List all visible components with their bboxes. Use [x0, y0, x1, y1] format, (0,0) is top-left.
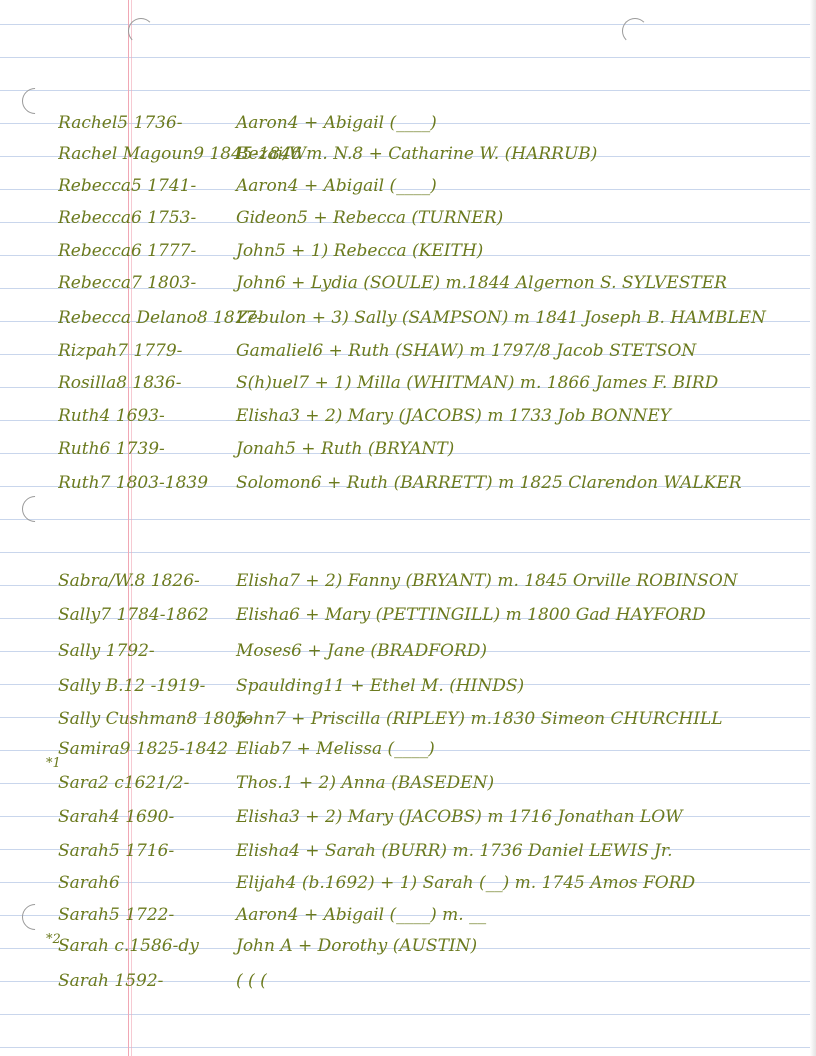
entry-parents: Bezai/Wm. N.8 + Catharine W. (HARRUB): [236, 144, 598, 164]
entry-name: Sarah4 1690-: [58, 807, 175, 827]
footnote-mark: *2: [46, 932, 61, 947]
entry-parents: John6 + Lydia (SOULE) m.1844 Algernon S. SYLVESTER: [236, 273, 727, 293]
entry-name: Sarah5 1716-: [58, 841, 175, 861]
entry-parents: Moses6 + Jane (BRADFORD): [236, 641, 488, 661]
list-item: [58, 175, 798, 197]
entry-name: Sally Cushman8 1805-: [58, 709, 252, 729]
list-item: [58, 806, 798, 828]
entry-name: Rebecca6 1777-: [58, 241, 197, 261]
entry-parents: Gideon5 + Rebecca (TURNER): [236, 208, 504, 228]
entry-name: Rebecca6 1753-: [58, 208, 197, 228]
list-item: [58, 340, 798, 362]
entry-name: Sara2 c1621/2-: [58, 773, 190, 793]
list-item: [58, 708, 798, 730]
entry-name: Rachel Magoun9 1845-1846: [58, 144, 302, 164]
entry-parents: ( ( (: [236, 971, 267, 991]
entry-parents: Aaron4 + Abigail (____): [236, 113, 437, 133]
entry-parents: Aaron4 + Abigail (____) m. __: [236, 905, 487, 925]
entry-name: Samira9 1825-1842: [58, 739, 229, 759]
entry-name: Sally 1792-: [58, 641, 155, 661]
entry-parents: Elisha6 + Mary (PETTINGILL) m 1800 Gad HAYFORD: [236, 605, 706, 625]
entry-name: Sarah 1592-: [58, 971, 164, 991]
entry-parents: Zebulon + 3) Sally (SAMPSON) m 1841 Joseph B. HAMBLEN: [236, 308, 766, 328]
footnote-mark: *1: [46, 756, 61, 771]
list-item: [58, 307, 798, 329]
list-item: [58, 772, 798, 794]
entry-name: Rebecca7 1803-: [58, 273, 197, 293]
entry-parents: Gamaliel6 + Ruth (SHAW) m 1797/8 Jacob STETSON: [236, 341, 697, 361]
entry-parents: Elisha7 + 2) Fanny (BRYANT) m. 1845 Orville ROBINSON: [236, 571, 738, 591]
entry-name: Rachel5 1736-: [58, 113, 183, 133]
entry-name: Rizpah7 1779-: [58, 341, 183, 361]
entry-name: Rosilla8 1836-: [58, 373, 182, 393]
entry-parents: S(h)uel7 + 1) Milla (WHITMAN) m. 1866 James F. BIRD: [236, 373, 719, 393]
entry-name: Rebecca5 1741-: [58, 176, 197, 196]
list-item: [58, 372, 798, 394]
entry-parents: Elisha3 + 2) Mary (JACOBS) m 1716 Jonathan LOW: [236, 807, 683, 827]
list-item: [58, 240, 798, 262]
list-item: [58, 570, 798, 592]
entry-parents: Aaron4 + Abigail (____): [236, 176, 437, 196]
entry-parents: Elisha3 + 2) Mary (JACOBS) m 1733 Job BONNEY: [236, 406, 671, 426]
list-item: [58, 640, 798, 662]
entry-parents: Thos.1 + 2) Anna (BASEDEN): [236, 773, 495, 793]
list-item: [58, 935, 798, 957]
entry-name: Rebecca Delano8 1817-: [58, 308, 263, 328]
list-item: [58, 405, 798, 427]
entry-parents: Eliab7 + Melissa (____): [236, 739, 435, 759]
entry-parents: John5 + 1) Rebecca (KEITH): [236, 241, 484, 261]
entry-name: Sarah c.1586-dy: [58, 936, 199, 956]
list-item: [58, 675, 798, 697]
list-item: [58, 272, 798, 294]
entry-name: Sabra/W.8 1826-: [58, 571, 200, 591]
entry-name: Sarah5 1722-: [58, 905, 175, 925]
entry-name: Sally7 1784-1862: [58, 605, 209, 625]
list-item: [58, 738, 798, 760]
entry-name: Sally B.12 -1919-: [58, 676, 206, 696]
entry-name: Sarah6: [58, 873, 120, 893]
entry-name: Ruth4 1693-: [58, 406, 165, 426]
entry-parents: Jonah5 + Ruth (BRYANT): [236, 439, 455, 459]
list-item: [58, 143, 798, 165]
entry-name: Ruth7 1803-1839: [58, 473, 209, 493]
entry-parents: Solomon6 + Ruth (BARRETT) m 1825 Clarendon WALKER: [236, 473, 742, 493]
entry-parents: Spaulding11 + Ethel M. (HINDS): [236, 676, 525, 696]
list-item: [58, 970, 798, 992]
list-item: [58, 872, 798, 894]
entry-parents: Elisha4 + Sarah (BURR) m. 1736 Daniel LEWIS Jr.: [236, 841, 673, 861]
list-item: [58, 438, 798, 460]
entry-parents: John A + Dorothy (AUSTIN): [236, 936, 478, 956]
entry-parents: Elijah4 (b.1692) + 1) Sarah (__) m. 1745 Amos FORD: [236, 873, 696, 893]
list-item: [58, 840, 798, 862]
list-item: [58, 904, 798, 926]
entry-name: Ruth6 1739-: [58, 439, 165, 459]
entry-parents: John7 + Priscilla (RIPLEY) m.1830 Simeon CHURCHILL: [236, 709, 723, 729]
list-item: [58, 112, 798, 134]
list-item: [58, 207, 798, 229]
list-item: [58, 472, 798, 494]
list-item: [58, 604, 798, 626]
